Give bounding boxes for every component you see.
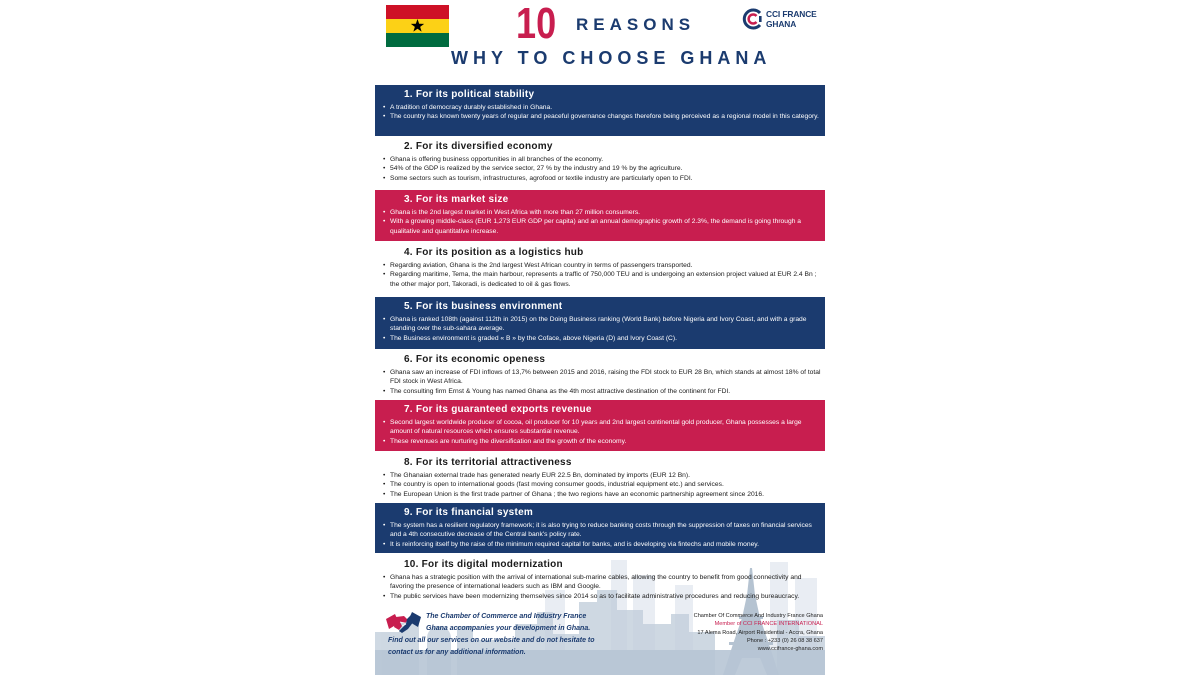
reason-bullet: • It is reinforcing itself by the raise of the minimum required capital for banks, and is developing via fintechs and mobile money. bbox=[390, 540, 822, 549]
logo-line-2: GHANA bbox=[766, 18, 797, 29]
cci-france-ghana-logo bbox=[742, 8, 820, 32]
reason-bullet: • Some sectors such as tourism, infrastructures, agrofood or textile industry are particularly open to FDI. bbox=[390, 174, 822, 183]
footer-contact-block bbox=[694, 612, 823, 653]
reason-bullet: • Ghana is ranked 108th (against 112th in 2015) on the Doing Business ranking (World Bank) before Nigeria and Ivory Coast, and with a grade standing over the sub-sahara average. bbox=[390, 315, 822, 334]
reason-bullet-list bbox=[375, 368, 825, 396]
reason-6 bbox=[375, 352, 825, 398]
reason-bullet: • The country is open to international goods (fast moving consumer goods, industrial equipment etc.) and services. bbox=[390, 480, 822, 489]
reason-bullet: • Ghana saw an increase of FDI inflows of 13,7% between 2015 and 2016, raising the FDI stock to EUR 28 Bn, which stands at almost 18% of total FDI stock in West Africa. bbox=[390, 368, 822, 387]
reason-bullet-list bbox=[375, 573, 825, 601]
reason-bullet-list bbox=[375, 208, 825, 236]
reason-9 bbox=[375, 503, 825, 553]
footer-message-line: Find out all our services on our website and do not hesitate to bbox=[388, 637, 595, 644]
contact-phone: Phone : +233 (0) 26 08 38 637 bbox=[746, 637, 823, 644]
reason-title: 9. For its financial system bbox=[404, 506, 534, 518]
reason-bullet: • The country has known twenty years of regular and peaceful governance changes therefore being perceived as a regional model in this category. bbox=[390, 112, 822, 121]
reason-bullet: • A tradition of democracy durably established in Ghana. bbox=[390, 103, 822, 112]
footer-message-line: contact us for any additional information. bbox=[388, 649, 526, 656]
reason-title: 4. For its position as a logistics hub bbox=[404, 246, 584, 258]
infographic-poster bbox=[375, 0, 825, 675]
reason-bullet: • The public services have been modernizing themselves since 2014 so as to facilitate administrative procedures and reducing bureaucracy. bbox=[390, 592, 822, 601]
reason-bullet: • Regarding maritime, Tema, the main harbour, represents a traffic of 750,000 TEU and is undergoing an extension project valued at EUR 2.4 Bn ; the other major port, Takoradi, is dedicated to oil & gas flows. bbox=[390, 270, 822, 289]
reason-1 bbox=[375, 85, 825, 136]
flag-stripe-green bbox=[386, 33, 449, 47]
reason-4 bbox=[375, 245, 825, 294]
reason-bullet: • Ghana is the 2nd largest market in West Africa with more than 27 million consumers. bbox=[390, 208, 822, 217]
contact-address: 17 Alema Road, Airport Residential - Accra, Ghana bbox=[697, 629, 823, 636]
reason-bullet-list bbox=[375, 471, 825, 499]
footer-message-line: Ghana accompanies your development in Ghana. bbox=[426, 625, 591, 632]
contact-organization: Chamber Of Commerce And Industry France Ghana bbox=[693, 613, 823, 619]
footer-message-line: The Chamber of Commerce and Industry France bbox=[426, 613, 587, 620]
title-number: 10 bbox=[516, 0, 557, 48]
reason-bullet: • These revenues are nurturing the diversification and the growth of the economy. bbox=[390, 437, 822, 446]
reason-bullet-list bbox=[375, 418, 825, 446]
reason-title: 6. For its economic openess bbox=[404, 353, 546, 365]
reason-bullet: • Ghana has a strategic position with the arrival of international sub-marine cables, allowing the country to benefit from good connectivity and favoring the presence of international leaders such as IBM and Google. bbox=[390, 573, 822, 592]
reason-bullet: • The system has a resilient regulatory framework; it is also trying to reduce banking costs through the suppression of taxes on financial services and a 4th consecutive decrease of the Central bank's policy rate. bbox=[390, 521, 822, 540]
reason-title: 7. For its guaranteed exports revenue bbox=[404, 403, 592, 415]
reason-5 bbox=[375, 297, 825, 349]
reason-bullet: • With a growing middle-class (EUR 1,273 EUR GDP per capita) and an annual demographic growth of 2.3%, the demand is going through a qualitative and quantitative increase. bbox=[390, 217, 822, 236]
reason-bullet: • Ghana is offering business opportunities in all branches of the economy. bbox=[390, 155, 822, 164]
reason-title: 8. For its territorial attractiveness bbox=[404, 456, 572, 468]
reason-bullet: • The consulting firm Ernst & Young has named Ghana as the 4th most attractive destination of the continent for FDI. bbox=[390, 387, 822, 396]
reason-bullet-list bbox=[375, 155, 825, 183]
reason-bullet: • The Ghanaian external trade has generated nearly EUR 22.5 Bn, dominated by imports (EUR 12 Bn). bbox=[390, 471, 822, 480]
logo-line-1: CCI FRANCE bbox=[766, 9, 817, 19]
cci-logo-icon bbox=[742, 8, 764, 30]
reason-7 bbox=[375, 400, 825, 451]
reason-bullet: • Regarding aviation, Ghana is the 2nd largest West African country in terms of passengers transported. bbox=[390, 261, 822, 270]
reason-8 bbox=[375, 455, 825, 501]
title-word: REASONS bbox=[576, 15, 696, 34]
reason-title: 1. For its political stability bbox=[404, 88, 535, 100]
reason-2 bbox=[375, 139, 825, 186]
reason-bullet: • Second largest worldwide producer of cocoa, oil producer for 10 years and 2nd largest continental gold producer, Ghana possesses a large amount of natural resources which ensures substantial revenue. bbox=[390, 418, 822, 437]
page-subtitle: WHY TO CHOOSE GHANA bbox=[451, 48, 772, 68]
reason-title: 2. For its diversified economy bbox=[404, 140, 553, 152]
reason-title: 3. For its market size bbox=[404, 193, 509, 205]
reason-10 bbox=[375, 557, 825, 612]
reason-bullet-list bbox=[375, 261, 825, 289]
reason-title: 5. For its business environment bbox=[404, 300, 563, 312]
handshake-icon bbox=[386, 612, 421, 637]
contact-website: www.ccifrance-ghana.com bbox=[757, 646, 823, 653]
reason-bullet-list bbox=[375, 315, 825, 343]
reason-bullet-list bbox=[375, 521, 825, 549]
contact-membership: Member of CCI FRANCE INTERNATIONAL bbox=[714, 621, 823, 628]
reason-bullet: • The European Union is the first trade partner of Ghana ; the two regions have an economic partnership agreement since 2016. bbox=[390, 490, 822, 499]
logo-text bbox=[766, 10, 817, 29]
ghana-flag-icon bbox=[386, 5, 449, 47]
reason-title: 10. For its digital modernization bbox=[404, 558, 563, 570]
reason-3 bbox=[375, 190, 825, 241]
reason-bullet: • 54% of the GDP is realized by the service sector, 27 % by the industry and 19 % by the agriculture. bbox=[390, 164, 822, 173]
reason-bullet: • The Business environment is graded « B » by the Coface, above Nigeria (D) and Ivory Coast (C). bbox=[390, 334, 822, 343]
reason-bullet-list bbox=[375, 103, 825, 122]
flag-stripe-red bbox=[386, 5, 449, 19]
